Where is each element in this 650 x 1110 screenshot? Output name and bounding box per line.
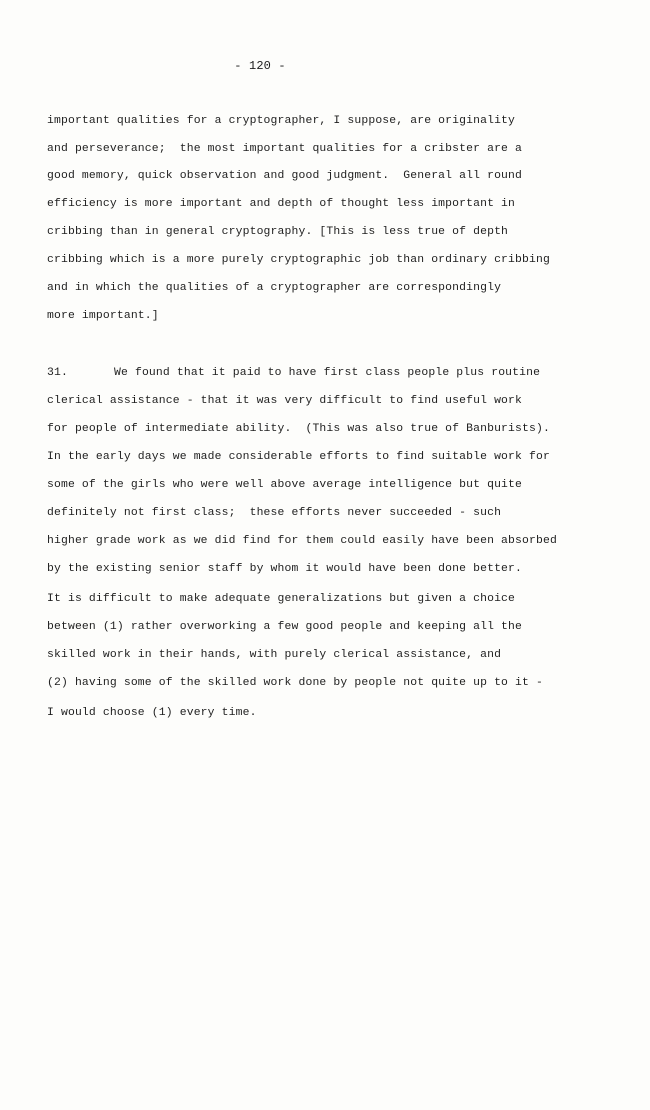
text-line: cribbing than in general cryptography. [This is less true of depth [47,226,509,238]
text-line: It is difficult to make adequate generalizations but given a choice [47,593,516,605]
text-line: efficiency is more important and depth of thought less important in [47,198,516,210]
text-line: between (1) rather overworking a few good people and keeping all the [47,621,523,633]
text-line: for people of intermediate ability. (This was also true of Banburists). [47,423,550,435]
text-line: skilled work in their hands, with purely clerical assistance, and [47,649,502,661]
text-line: important qualities for a cryptographer, I suppose, are originality [47,115,516,127]
text-line: In the early days we made considerable efforts to find suitable work for [47,451,550,463]
text-line: higher grade work as we did find for them could easily have been absorbed [47,535,557,547]
text-line: good memory, quick observation and good judgment. General all round [47,170,523,182]
paragraph-number: 31. [47,367,68,379]
text-line: by the existing senior staff by whom it would have been done better. [47,563,523,575]
text-line: We found that it paid to have first class people plus routine [114,367,541,379]
text-line: some of the girls who were well above average intelligence but quite [47,479,523,491]
text-line: cribbing which is a more purely cryptographic job than ordinary cribbing [47,254,550,266]
page-number: - 120 - [234,59,286,73]
text-line: I would choose (1) every time. [47,707,257,719]
text-line: more important.] [47,310,159,322]
text-line: definitely not first class; these efforts never succeeded - such [47,507,502,519]
text-line: and in which the qualities of a cryptographer are correspondingly [47,282,502,294]
text-line: (2) having some of the skilled work done by people not quite up to it - [47,677,543,689]
text-line: and perseverance; the most important qualities for a cribster are a [47,143,523,155]
text-line: clerical assistance - that it was very difficult to find useful work [47,395,523,407]
